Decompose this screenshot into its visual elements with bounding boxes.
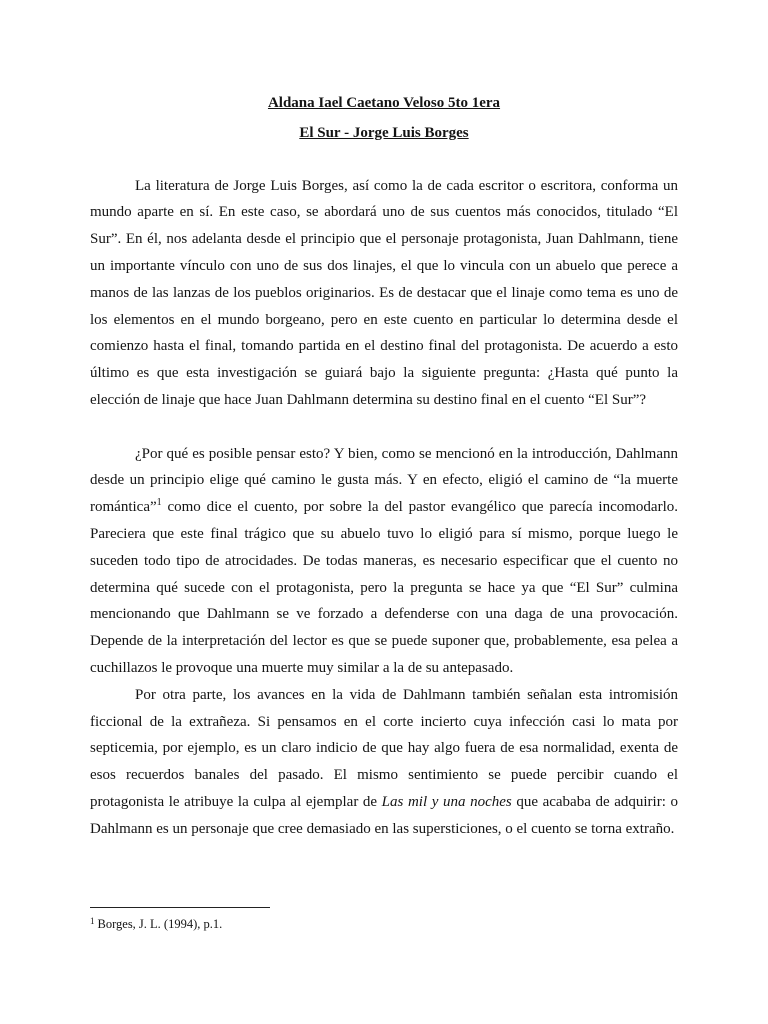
paragraph-analysis bbox=[90, 441, 678, 682]
paragraph-line: Sur”. En él, nos adelanta desde el principio que el personaje protagonista, Juan Dahlmann, tiene bbox=[90, 231, 678, 248]
paragraph-line: manos de las lanzas de los pueblos originarios. Es de destacar que el linaje como tema es uno de bbox=[90, 284, 678, 301]
paragraph-line: Pareciera que este final trágico que su abuelo tuvo lo eligió para sí mismo, porque luego le bbox=[90, 525, 678, 542]
paragraph-line: desde un principio elige qué camino le gusta más. Y en efecto, eligió el camino de “la muerte bbox=[90, 472, 678, 489]
paragraph-line: Dahlmann es un personaje que cree demasiado en las supersticiones, o el cuento se torna extraño. bbox=[90, 820, 675, 837]
document-body bbox=[90, 173, 678, 843]
paragraph-line bbox=[90, 789, 678, 816]
paragraph-line: mundo aparte en sí. En este caso, se abordará uno de sus cuentos más conocidos, titulado “El bbox=[90, 204, 678, 221]
paragraph-spacer bbox=[90, 414, 678, 441]
footnote bbox=[90, 916, 222, 933]
paragraph-line: elección de linaje que hace Juan Dahlmann determina su destino final en el cuento “El Sur”? bbox=[90, 391, 647, 408]
footnote-separator bbox=[90, 907, 270, 908]
paragraph-line: los elementos en el mundo borgeano, pero en este cuento en particular lo determina desde el bbox=[90, 311, 678, 328]
paragraph-line: último es que esta investigación se guiará bajo la siguiente pregunta: ¿Hasta qué punto la bbox=[90, 365, 678, 382]
paragraph-line: La literatura de Jorge Luis Borges, así como la de cada escritor o escritora, conforma un bbox=[135, 177, 678, 194]
document-header bbox=[0, 88, 768, 148]
line-segment: que acababa de adquirir: o bbox=[511, 793, 678, 810]
author-line bbox=[0, 88, 768, 118]
paragraph-line: cuchillazos le provoque una muerte muy similar a la de su antepasado. bbox=[90, 659, 514, 676]
title-line bbox=[0, 118, 768, 148]
title-line-text: El Sur - Jorge Luis Borges bbox=[299, 125, 469, 141]
paragraph-line: esos recuerdos banales del pasado. El mismo sentimiento se puede percibir cuando el bbox=[90, 767, 678, 784]
paragraph-line: ¿Por qué es posible pensar esto? Y bien, como se mencionó en la introducción, Dahlmann bbox=[135, 445, 678, 462]
footnote-reference: 1 bbox=[156, 497, 162, 509]
paragraph-line: septicemia, por ejemplo, es un claro indicio de que hay algo fuera de esa normalidad, exenta de bbox=[90, 740, 678, 757]
footnote-text: Borges, J. L. (1994), p.1. bbox=[97, 917, 223, 931]
paragraph-line bbox=[90, 494, 678, 521]
paragraph-line: ficcional de la extrañeza. Si pensamos en el corte incierto cuya infección casi lo mata por bbox=[90, 713, 678, 730]
footnote-marker: 1 bbox=[90, 916, 95, 926]
paragraph-introduction bbox=[90, 173, 678, 414]
line-segment: como dice el cuento, por sobre la del pastor evangélico que parecía incomodarlo. bbox=[161, 499, 678, 516]
paragraph-line: un importante vínculo con uno de sus dos linajes, el que lo vincula con un abuelo que perece a bbox=[90, 257, 678, 274]
line-segment: protagonista le atribuye la culpa al ejemplar de bbox=[90, 793, 382, 810]
author-line-text: Aldana Iael Caetano Veloso 5to 1era bbox=[267, 95, 501, 111]
paragraph-line: mencionando que Dahlmann se ve forzado a defenderse con una daga de una provocación. bbox=[90, 606, 678, 623]
line-segment: romántica” bbox=[90, 499, 157, 516]
paragraph-line: suceden todo tipo de atrocidades. De todas maneras, es necesario especificar que el cuento no bbox=[90, 552, 678, 569]
paragraph-line: comienzo hasta el final, tomando partida en el destino final del protagonista. De acuerdo a esto bbox=[90, 338, 678, 355]
paragraph-line: determina qué sucede con el protagonista, pero la pregunta se hace ya que “El Sur” culmina bbox=[90, 579, 678, 596]
paragraph-strangeness bbox=[90, 682, 678, 843]
book-title-italic: Las mil y una noches bbox=[381, 793, 512, 810]
paragraph-line: Depende de la interpretación del lector es que se puede suponer que, probablemente, esa pelea a bbox=[90, 633, 678, 650]
paragraph-line: Por otra parte, los avances en la vida de Dahlmann también señalan esta intromisión bbox=[135, 686, 678, 703]
